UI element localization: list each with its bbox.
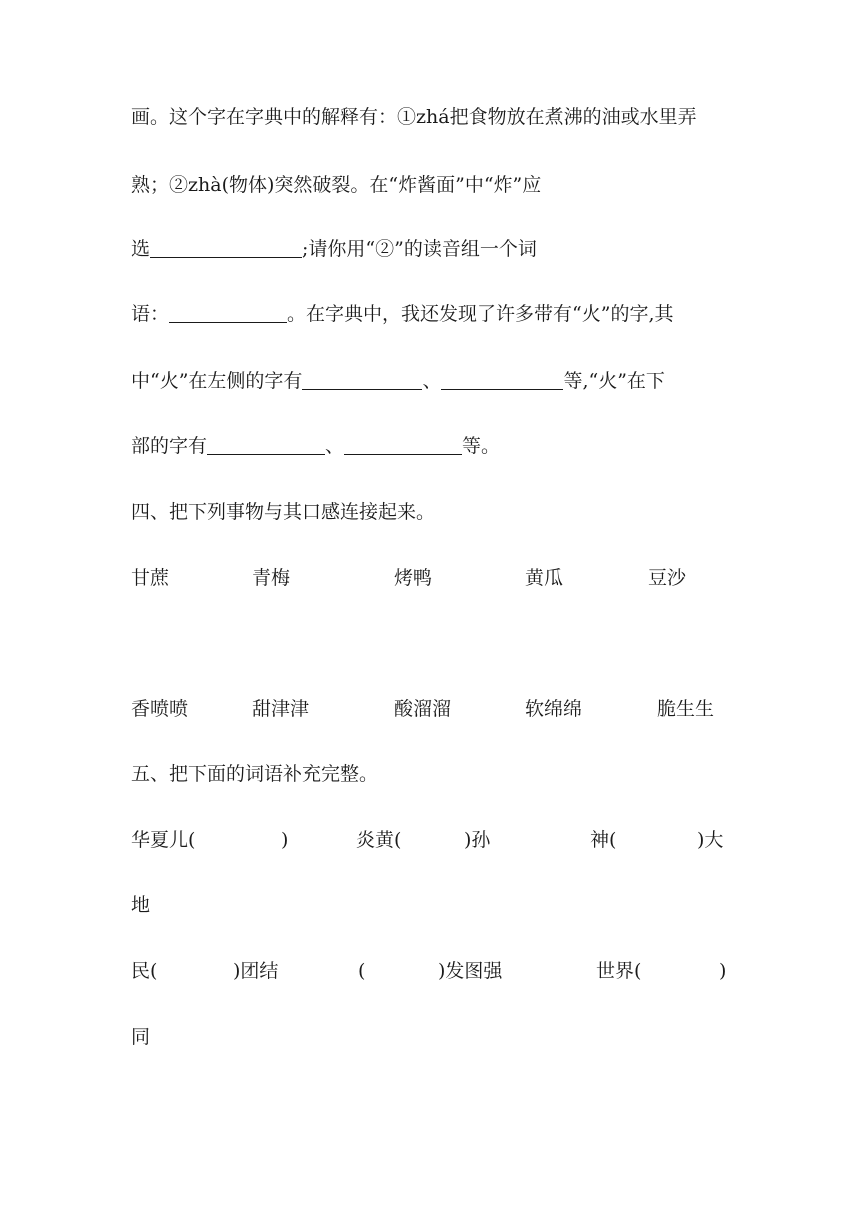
section-5-heading: 五、把下面的词语补充完整。 xyxy=(131,763,379,785)
idiom-part: 地 xyxy=(131,894,151,916)
idiom-part: )团结 xyxy=(233,960,279,982)
idiom-part: ) xyxy=(281,829,289,851)
idiom-part: 同 xyxy=(131,1026,151,1048)
taste-item[interactable]: 脆生生 xyxy=(657,698,715,720)
paragraph-line-4 xyxy=(131,300,731,328)
taste-item[interactable]: 香喷喷 xyxy=(131,698,189,720)
paragraph-line-5 xyxy=(131,367,731,395)
idiom-part: ) xyxy=(719,960,727,982)
text: 。在字典中，我还发现了许多带有“火”的字,其 xyxy=(287,303,674,325)
idiom-part: 炎黄( xyxy=(356,829,402,851)
taste-item[interactable]: 甜津津 xyxy=(252,698,310,720)
text: 部的字有 xyxy=(131,435,208,457)
section-4-heading: 四、把下列事物与其口感连接起来。 xyxy=(131,501,436,523)
idiom-part: )孙 xyxy=(464,829,491,851)
text: 语： xyxy=(131,303,170,325)
idiom-part: 世界( xyxy=(596,960,642,982)
text: 中“火”在左侧的字有 xyxy=(131,370,303,392)
food-item[interactable]: 甘蔗 xyxy=(131,567,170,589)
food-item[interactable]: 黄瓜 xyxy=(525,567,564,589)
text: 熟；②zhà(物体)突然破裂。在“炸酱面”中“炸”应 xyxy=(131,174,542,196)
idiom-part: 华夏儿( xyxy=(131,829,196,851)
idiom-part: ( xyxy=(358,960,366,982)
taste-item[interactable]: 酸溜溜 xyxy=(394,698,452,720)
idiom-part: 民( xyxy=(131,960,158,982)
paragraph-line-3 xyxy=(131,235,731,263)
answer-blank-word[interactable] xyxy=(169,302,287,323)
text: 等。 xyxy=(462,435,501,457)
answer-blank-left-fire-1[interactable] xyxy=(302,369,422,390)
answer-blank-left-fire-2[interactable] xyxy=(441,369,563,390)
food-item[interactable]: 青梅 xyxy=(252,567,291,589)
paragraph-line-2 xyxy=(131,171,731,199)
text: 选 xyxy=(131,238,151,260)
answer-blank-pronunciation[interactable] xyxy=(150,237,302,258)
taste-item[interactable]: 软绵绵 xyxy=(525,698,583,720)
idiom-part: )发图强 xyxy=(438,960,503,982)
food-item[interactable]: 豆沙 xyxy=(648,567,687,589)
idiom-part: 神( xyxy=(590,829,617,851)
answer-blank-bottom-fire-1[interactable] xyxy=(207,434,325,455)
paragraph-line-1 xyxy=(131,103,731,131)
text: 等,“火”在下 xyxy=(563,370,665,392)
text: 画。这个字在字典中的解释有：①zhá把食物放在煮沸的油或水里弄 xyxy=(131,106,697,128)
food-item[interactable]: 烤鸭 xyxy=(394,567,433,589)
paragraph-line-6 xyxy=(131,432,731,460)
text: 、 xyxy=(422,370,442,392)
text: ;请你用“②”的读音组一个词 xyxy=(302,238,537,260)
answer-blank-bottom-fire-2[interactable] xyxy=(344,434,462,455)
idiom-part: )大 xyxy=(697,829,724,851)
text: 、 xyxy=(325,435,345,457)
